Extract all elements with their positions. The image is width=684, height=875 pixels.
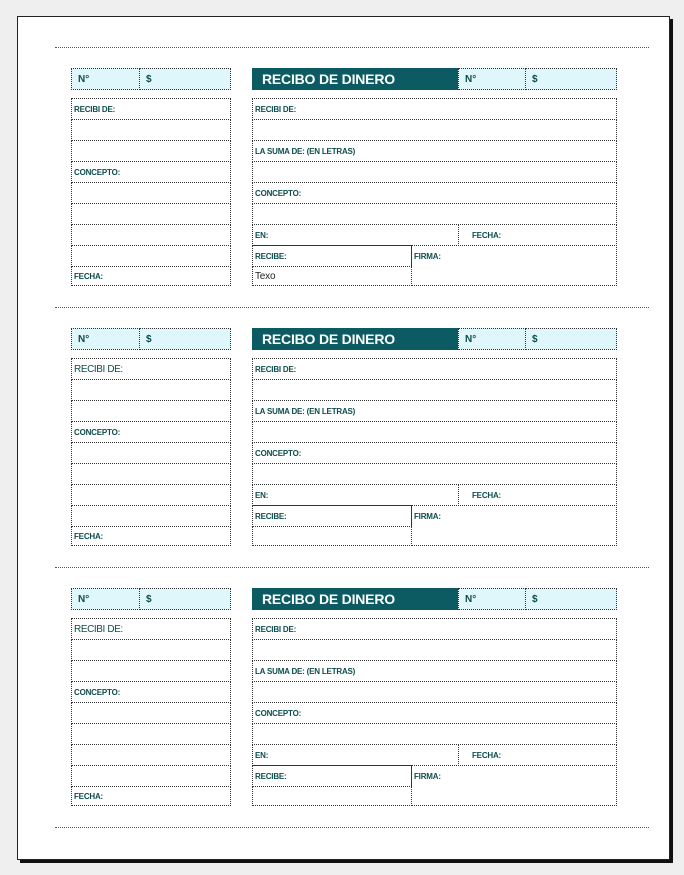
stub-line[interactable] [71, 702, 231, 724]
date-field[interactable]: FECHA: [458, 224, 617, 246]
place-field[interactable]: EN: [252, 484, 459, 506]
receipt-3 [18, 588, 669, 808]
amount-in-words-field[interactable]: LA SUMA DE: (EN LETRAS) [252, 140, 617, 162]
main-line[interactable] [252, 379, 617, 401]
stub-line[interactable] [71, 245, 231, 267]
main-number-label: N° [458, 588, 526, 610]
stub-received-from-field[interactable]: RECIBI DE: [71, 98, 231, 120]
place-field[interactable]: EN: [252, 224, 459, 246]
stub-date-field[interactable]: FECHA: [71, 266, 231, 286]
main-line[interactable] [252, 161, 617, 183]
stub-line[interactable] [71, 400, 231, 422]
main-line[interactable] [252, 723, 617, 745]
stub-line[interactable] [71, 723, 231, 745]
stub-line[interactable] [71, 140, 231, 162]
received-from-field[interactable]: RECIBI DE: [252, 98, 617, 120]
main-line[interactable] [252, 463, 617, 485]
main-line[interactable] [252, 203, 617, 225]
concept-field[interactable]: CONCEPTO: [252, 442, 617, 464]
receipt-title: RECIBO DE DINERO [252, 68, 458, 90]
stub-line[interactable] [71, 379, 231, 401]
stub-concept-field[interactable]: CONCEPTO: [71, 161, 231, 183]
receipt-2 [18, 328, 669, 548]
stub-line[interactable] [71, 224, 231, 246]
main-number-label: N° [458, 68, 526, 90]
main-amount-label: $ [525, 68, 617, 90]
stub-line[interactable] [71, 639, 231, 661]
receipt-title: RECIBO DE DINERO [252, 328, 458, 350]
receiver-label: RECIBE: [252, 765, 412, 787]
stub-line[interactable] [71, 484, 231, 506]
received-from-field[interactable]: RECIBI DE: [252, 358, 617, 380]
receiver-label: RECIBE: [252, 505, 412, 527]
place-field[interactable]: EN: [252, 744, 459, 766]
stub-amount-label: $ [139, 588, 231, 610]
stub-number-label: N° [71, 328, 140, 350]
date-field[interactable]: FECHA: [458, 484, 617, 506]
receiver-field[interactable] [252, 526, 412, 546]
concept-field[interactable]: CONCEPTO: [252, 182, 617, 204]
main-amount-label: $ [525, 328, 617, 350]
stub-received-from-field[interactable]: RECIBI DE: [71, 618, 231, 640]
stub-line[interactable] [71, 505, 231, 527]
receipt-1 [18, 68, 669, 288]
main-number-label: N° [458, 328, 526, 350]
receiver-field[interactable] [252, 786, 412, 806]
stub-line[interactable] [71, 660, 231, 682]
receipt-page [17, 16, 670, 860]
main-amount-label: $ [525, 588, 617, 610]
receiver-field[interactable]: Texo [252, 266, 412, 286]
stub-amount-label: $ [139, 328, 231, 350]
stub-date-field[interactable]: FECHA: [71, 526, 231, 546]
date-field[interactable]: FECHA: [458, 744, 617, 766]
stub-amount-label: $ [139, 68, 231, 90]
receiver-label: RECIBE: [252, 245, 412, 267]
stub-line[interactable] [71, 765, 231, 787]
signature-field[interactable]: FIRMA: [411, 505, 617, 546]
stub-line[interactable] [71, 203, 231, 225]
stub-line[interactable] [71, 442, 231, 464]
stub-line[interactable] [71, 463, 231, 485]
receipt-title: RECIBO DE DINERO [252, 588, 458, 610]
amount-in-words-field[interactable]: LA SUMA DE: (EN LETRAS) [252, 400, 617, 422]
main-line[interactable] [252, 639, 617, 661]
stub-line[interactable] [71, 744, 231, 766]
cut-line [55, 307, 649, 308]
stub-concept-field[interactable]: CONCEPTO: [71, 681, 231, 703]
main-line[interactable] [252, 119, 617, 141]
received-from-field[interactable]: RECIBI DE: [252, 618, 617, 640]
main-line[interactable] [252, 681, 617, 703]
stub-received-from-field[interactable]: RECIBI DE: [71, 358, 231, 380]
cut-line [55, 567, 649, 568]
signature-field[interactable]: FIRMA: [411, 765, 617, 806]
signature-field[interactable]: FIRMA: [411, 245, 617, 286]
cut-line [55, 47, 649, 48]
stub-line[interactable] [71, 119, 231, 141]
stub-number-label: N° [71, 68, 140, 90]
main-line[interactable] [252, 421, 617, 443]
stub-line[interactable] [71, 182, 231, 204]
cut-line [55, 827, 649, 828]
amount-in-words-field[interactable]: LA SUMA DE: (EN LETRAS) [252, 660, 617, 682]
concept-field[interactable]: CONCEPTO: [252, 702, 617, 724]
stub-number-label: N° [71, 588, 140, 610]
stub-date-field[interactable]: FECHA: [71, 786, 231, 806]
stub-concept-field[interactable]: CONCEPTO: [71, 421, 231, 443]
